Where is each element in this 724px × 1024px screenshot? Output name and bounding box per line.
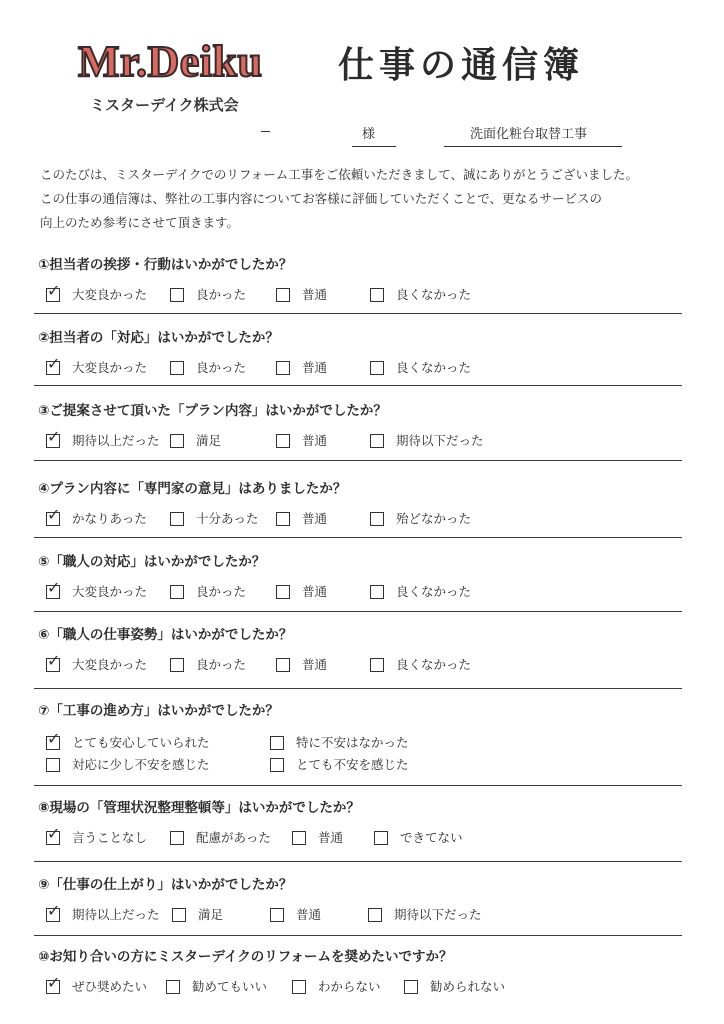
checkbox[interactable] — [370, 361, 384, 375]
checkbox-checked[interactable] — [46, 824, 61, 845]
option-label: 配慮があった — [196, 829, 271, 845]
question-text: ①担当者の挨拶・行動はいかがでしたか？ — [38, 257, 293, 273]
checkbox[interactable] — [46, 758, 60, 772]
option-label: 普通 — [302, 583, 328, 599]
answer-option[interactable] — [270, 734, 409, 752]
answer-option[interactable] — [368, 906, 482, 924]
answer-option[interactable] — [46, 651, 148, 674]
question-text: ②担当者の「対応」はいかがでしたか？ — [38, 330, 279, 346]
checkbox-checked[interactable] — [46, 427, 61, 448]
checkbox[interactable] — [170, 434, 184, 448]
check-mark-icon: ✓ — [47, 505, 61, 524]
answer-option[interactable] — [370, 432, 484, 450]
intro-line: 向上のため参考にさせて頂きます。 — [40, 215, 240, 230]
checkbox-checked[interactable] — [46, 651, 61, 672]
section-divider — [34, 385, 682, 386]
option-label: 勧めてもいい — [192, 978, 268, 994]
answer-option[interactable] — [46, 505, 147, 528]
answer-option[interactable] — [170, 583, 246, 601]
option-label: 勧められない — [430, 978, 506, 994]
intro-paragraph — [40, 163, 680, 235]
check-mark-icon: ✓ — [47, 824, 61, 843]
checkbox[interactable] — [374, 831, 388, 845]
option-label: 言うことなし — [72, 829, 148, 845]
check-mark-icon: ✓ — [47, 427, 61, 446]
checkbox-checked[interactable] — [46, 354, 61, 375]
check-mark-icon: ✓ — [47, 651, 61, 670]
answer-option[interactable] — [46, 729, 210, 752]
checkbox-checked[interactable] — [46, 973, 61, 994]
checkbox[interactable] — [170, 361, 184, 375]
question-7 — [38, 702, 682, 772]
intro-line: この仕事の通信簿は、弊社の工事内容についてお客様に評価していただくことで、更なるサービスの — [40, 191, 603, 206]
checkbox-checked[interactable] — [46, 281, 61, 302]
checkbox[interactable] — [170, 288, 184, 302]
checkbox[interactable] — [170, 658, 184, 672]
option-label: わからない — [318, 978, 381, 994]
check-mark-icon: ✓ — [47, 901, 61, 920]
option-label: 普通 — [296, 906, 322, 922]
option-label: 大変良かった — [72, 583, 148, 599]
check-mark-icon: ✓ — [47, 354, 61, 373]
checkbox[interactable] — [270, 758, 284, 772]
option-label: 良かった — [196, 583, 247, 599]
answer-option[interactable] — [270, 756, 409, 774]
company-logo: Mr.Deiku — [78, 37, 263, 86]
option-label: できてない — [400, 829, 463, 845]
section-divider — [34, 313, 682, 314]
option-label: 殆どなかった — [396, 510, 472, 526]
answer-option[interactable] — [46, 281, 148, 304]
checkbox[interactable] — [370, 658, 384, 672]
answer-option[interactable] — [170, 286, 246, 304]
option-label: 大変良かった — [72, 286, 148, 302]
answer-option[interactable] — [276, 359, 327, 377]
checkbox[interactable] — [270, 908, 284, 922]
answer-option[interactable] — [404, 978, 505, 996]
option-label: 良くなかった — [396, 656, 472, 672]
company-name: ミスターデイク株式会 — [90, 96, 239, 114]
answer-option[interactable] — [370, 510, 471, 528]
section-divider — [34, 611, 682, 612]
check-mark-icon: ✓ — [47, 281, 61, 300]
answer-option[interactable] — [46, 973, 148, 996]
answer-option[interactable] — [276, 432, 327, 450]
question-text: ⑥「職人の仕事姿勢」はいかがでしたか？ — [38, 627, 293, 643]
option-label: 良くなかった — [396, 359, 472, 375]
option-label: 普通 — [302, 286, 328, 302]
option-label: 良かった — [196, 656, 247, 672]
option-label: 普通 — [318, 829, 344, 845]
checkbox[interactable] — [170, 585, 184, 599]
answer-option[interactable] — [374, 829, 463, 847]
option-label: 普通 — [302, 656, 328, 672]
question-6 — [38, 626, 682, 672]
checkbox[interactable] — [370, 585, 384, 599]
option-label: 十分あった — [196, 510, 259, 526]
question-4 — [38, 480, 682, 526]
section-divider — [34, 935, 682, 936]
checkbox[interactable] — [370, 288, 384, 302]
option-label: 普通 — [302, 510, 328, 526]
answer-option[interactable] — [370, 583, 471, 601]
checkbox[interactable] — [370, 434, 384, 448]
checkbox[interactable] — [276, 361, 290, 375]
checkbox[interactable] — [166, 980, 180, 994]
question-text: ⑩お知り合いの方にミスターデイクのリフォームを奨めたいですか？ — [38, 949, 453, 965]
answer-option[interactable] — [46, 901, 160, 924]
checkbox-checked[interactable] — [46, 729, 61, 750]
project-name: 洗面化粧台取替工事 — [470, 127, 588, 142]
checkbox[interactable] — [270, 736, 284, 750]
answer-option[interactable] — [46, 427, 160, 450]
section-divider — [34, 785, 682, 786]
question-9 — [38, 876, 682, 922]
option-label: ぜひ奨めたい — [72, 978, 148, 994]
checkbox[interactable] — [276, 585, 290, 599]
question-text: ⑧現場の「管理状況整理整頓等」はいかがでしたか？ — [38, 800, 360, 816]
section-divider — [34, 861, 682, 862]
answer-option[interactable] — [270, 906, 321, 924]
option-label: 満足 — [198, 906, 224, 922]
answer-option[interactable] — [170, 359, 246, 377]
checkbox[interactable] — [370, 512, 384, 526]
checkbox[interactable] — [292, 980, 306, 994]
question-text: ③ご提案させて頂いた「プラン内容」はいかがでしたか？ — [38, 403, 387, 419]
checkbox[interactable] — [368, 908, 382, 922]
checkbox-checked[interactable] — [46, 578, 61, 599]
check-mark-icon: ✓ — [47, 729, 61, 748]
option-label: 特に不安はなかった — [296, 734, 409, 750]
honorific-label: 様 — [362, 127, 376, 142]
answer-option[interactable] — [370, 359, 471, 377]
checkbox[interactable] — [170, 831, 184, 845]
answer-option[interactable] — [276, 510, 327, 528]
checkbox[interactable] — [276, 658, 290, 672]
option-label: 良くなかった — [396, 583, 472, 599]
answer-option[interactable] — [46, 354, 148, 377]
option-label: 期待以上だった — [72, 432, 160, 448]
answer-option[interactable] — [292, 829, 343, 847]
answer-option[interactable] — [276, 583, 327, 601]
page-title: 仕事の通信簿 — [338, 45, 585, 86]
checkbox-checked[interactable] — [46, 505, 61, 526]
question-5 — [38, 553, 682, 599]
question-8 — [38, 799, 682, 845]
answer-option[interactable] — [170, 829, 271, 847]
customer-name-blank — [261, 131, 270, 132]
question-10 — [38, 948, 682, 994]
answer-option[interactable] — [292, 978, 381, 996]
option-label: かなりあった — [72, 510, 147, 526]
answer-option[interactable] — [46, 756, 210, 774]
answer-option[interactable] — [170, 656, 246, 674]
section-divider — [34, 537, 682, 538]
section-divider — [34, 688, 682, 689]
section-divider — [34, 460, 682, 461]
checkbox[interactable] — [276, 434, 290, 448]
intro-line: このたびは、ミスターデイクでのリフォーム工事をご依頼いただきまして、誠にありがとうございました。 — [40, 167, 639, 182]
option-label: 普通 — [302, 432, 328, 448]
option-label: 期待以下だった — [394, 906, 482, 922]
check-mark-icon: ✓ — [47, 973, 61, 992]
check-mark-icon: ✓ — [47, 578, 61, 597]
question-2 — [38, 329, 682, 375]
checkbox[interactable] — [292, 831, 306, 845]
option-label: 期待以上だった — [72, 906, 160, 922]
answer-option[interactable] — [276, 656, 327, 674]
question-text: ④プラン内容に「専門家の意見」はありましたか？ — [38, 481, 347, 497]
answer-option[interactable] — [276, 286, 327, 304]
option-label: 期待以下だった — [396, 432, 484, 448]
checkbox[interactable] — [276, 288, 290, 302]
option-label: とても安心していられた — [72, 734, 210, 750]
checkbox[interactable] — [172, 908, 186, 922]
option-label: 満足 — [196, 432, 222, 448]
checkbox[interactable] — [276, 512, 290, 526]
checkbox[interactable] — [170, 512, 184, 526]
answer-option[interactable] — [170, 510, 258, 528]
answer-option[interactable] — [370, 656, 471, 674]
customer-name-underline — [352, 146, 396, 147]
answer-option[interactable] — [46, 824, 148, 847]
answer-option[interactable] — [46, 578, 148, 601]
option-label: 良かった — [196, 286, 247, 302]
answer-option[interactable] — [370, 286, 471, 304]
option-label: 大変良かった — [72, 359, 148, 375]
option-label: とても不安を感じた — [296, 756, 409, 772]
checkbox-checked[interactable] — [46, 901, 61, 922]
question-text: ⑦「工事の進め方」はいかがでしたか？ — [38, 703, 279, 719]
option-label: 大変良かった — [72, 656, 148, 672]
answer-option[interactable] — [166, 978, 267, 996]
answer-option[interactable] — [170, 432, 221, 450]
option-label: 対応に少し不安を感じた — [72, 756, 210, 772]
option-label: 良かった — [196, 359, 247, 375]
question-1 — [38, 256, 682, 302]
project-name-underline — [444, 146, 622, 147]
question-3 — [38, 402, 682, 448]
option-label: 良くなかった — [396, 286, 472, 302]
question-text: ⑨「仕事の仕上がり」はいかがでしたか？ — [38, 877, 293, 893]
checkbox[interactable] — [404, 980, 418, 994]
question-text: ⑤「職人の対応」はいかがでしたか？ — [38, 554, 266, 570]
answer-option[interactable] — [172, 906, 223, 924]
option-label: 普通 — [302, 359, 328, 375]
